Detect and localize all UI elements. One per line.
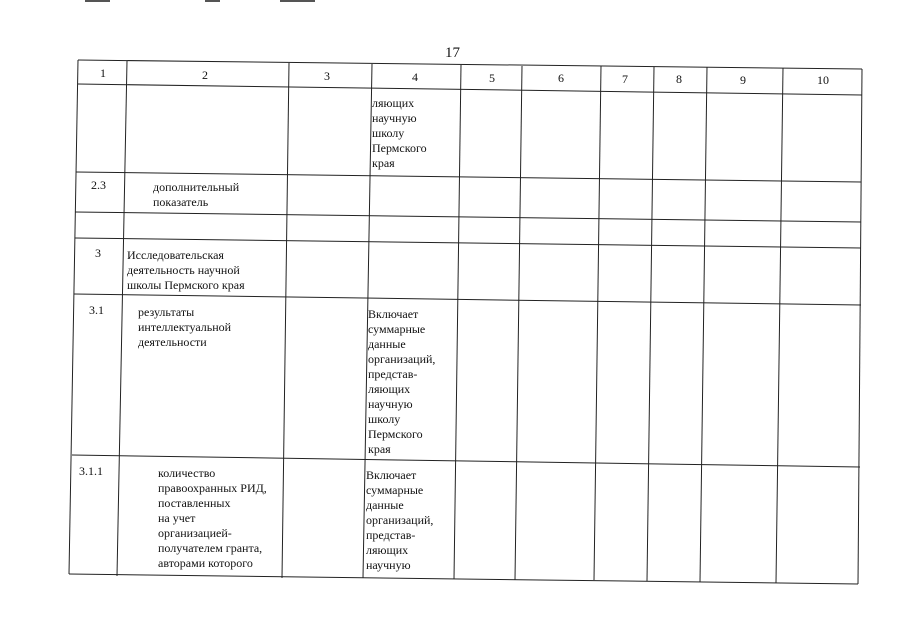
- header-cell-8: 8: [676, 72, 682, 86]
- header-cell-7: 7: [622, 72, 628, 86]
- row-5-col-2: количество правоохранных РИД, поставленных на учет организацией- получателем гранта, авторами которого: [158, 466, 267, 570]
- row-0-col-4: ляющих научную школу Пермского края: [372, 96, 427, 170]
- row-1-col-1: 2.3: [91, 178, 106, 192]
- row-4-col-2: результаты интеллектуальной деятельности: [138, 305, 232, 349]
- header-cell-3: 3: [324, 69, 330, 83]
- row-5-col-1: 3.1.1: [79, 464, 103, 478]
- header-cell-4: 4: [412, 70, 418, 84]
- row-4-col-1: 3.1: [89, 303, 104, 317]
- header-cell-5: 5: [489, 71, 495, 85]
- header-cell-10: 10: [817, 73, 829, 87]
- header-cell-9: 9: [740, 73, 746, 87]
- row-4-col-4: Включает суммарные данные организаций, представ- ляющих научную школу Пермского края: [368, 307, 436, 456]
- row-5-col-4: Включает суммарные данные организаций, представ- ляющих научную: [366, 468, 434, 572]
- page-number: 17: [445, 45, 460, 61]
- row-3-col-1: 3: [95, 246, 101, 260]
- row-1-col-2: дополнительный показатель: [153, 180, 240, 209]
- header-cell-1: 1: [100, 66, 106, 80]
- row-3-col-2: Исследовательская деятельность научной школы Пермского края: [127, 248, 245, 292]
- header-cell-6: 6: [558, 71, 564, 85]
- header-cell-2: 2: [202, 68, 208, 82]
